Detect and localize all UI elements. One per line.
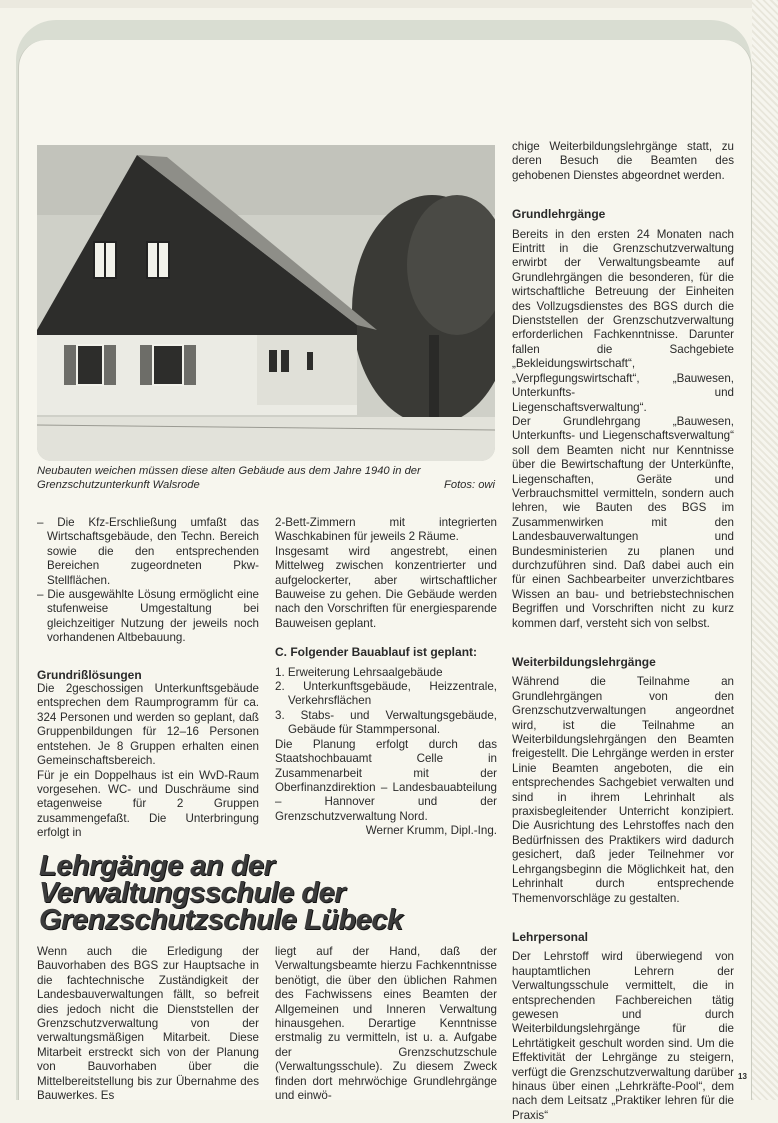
photo-credit: Fotos: owi: [444, 479, 495, 491]
paragraph: Während die Teilnahme an Grundlehrgängen von den Grenzschutzverwaltungen angeordnet wird, ist die Teilnahme an Weiterbildungslehrgängen den Beamten freigestellt. Die Lehrgänge werden in erster Linie Beamten angeboten, die ein entsprechendes Sachgebiet verwalten und sind in ihrem Lehrinhalt als praxisbegleitender Unterricht konzipiert. Die Ausrichtung des Lehrstoffes nach den Bedürfnissen des Praktikers wird dadurch gesichert, daß jeder Teilnehmer vor Lehrgangsbeginn die Möglichkeit hat, den Lehrinhalt durch entsprechende Themenvorschläge zu gestalten.: [512, 675, 734, 905]
paragraph: Insgesamt wird angestrebt, einen Mittelweg zwischen konzentrierter und aufgelockerter, aber wirtschaftlicher Bauweise zu gehen. Die Gebäude werden nach den Vorschriften für energiesparende Bauweisen geplant.: [275, 544, 497, 630]
paragraph: Bereits in den ersten 24 Monaten nach Eintritt in die Grenzschutzverwaltung erwirbt der Verwaltungsbeamte auf Grundlehrgängen die besonderen, für die wirtschaftliche Betreuung der Einheiten des Vollzugsdienstes des BGS durch die Dienststellen der Grenzschutzverwaltung erforderlichen Fachkenntnisse. Darunter fallen die Sachgebiete „Bekleidungswirtschaft“, „Verpflegungswirtschaft“, „Bauwesen, Unterkunfts- und Liegenschaftsverwaltung“.: [512, 227, 734, 414]
section-heading: C. Folgender Bauablauf ist geplant:: [275, 645, 478, 660]
paragraph: 2-Bett-Zimmern mit integrierten Waschkabinen für jeweils 2 Räume.: [275, 516, 497, 544]
paragraph: liegt auf der Hand, daß der Verwaltungsbeamte hierzu Fachkenntnisse benötigt, die über den üblichen Rahmen des Fachwissens eines Beamten der Allgemeinen und Inneren Verwaltung hinausgehen. Derartige Kenntnisse erstmalig zu vermitteln, ist u. a. Aufgabe der Grenzschutzschule (Verwaltungsschule). Zu diesem Zweck finden dort mehrwöchige Grundlehrgänge und einwö-: [275, 945, 497, 1103]
article-title: Lehrgänge an der Verwaltungsschule der Grenzschutzschule Lübeck: [39, 850, 403, 936]
article-left-column: [37, 945, 259, 1103]
paragraph: Die 2geschossigen Unterkunftsgebäude entsprechen dem Raumprogramm für ca. 324 Personen und werden so geplant, daß Gruppenbildungen für 12–16 Personen entstehen. Je 8 Gruppen erhalten einen Gemeinschaftsbereich.: [37, 682, 259, 768]
building-photo: [37, 145, 495, 461]
step-item: 2. Unterkunftsgebäude, Heizzentrale, Verkehrsflächen: [275, 680, 497, 708]
paragraph: Für je ein Doppelhaus ist ein WvD-Raum vorgesehen. WC- und Duschräume sind etagenweise für 2 Gruppen zusammengefaßt. Die Unterbringung erfolgt in: [37, 768, 259, 840]
paragraph: Der Lehrstoff wird überwiegend von hauptamtlichen Lehrern der Verwaltungsschule vermittelt, die in entsprechenden Fachbereichen tätig gewesen und durch Weiterbildungslehrgänge für die Lehrtätigkeit geschult worden sind. Um die Effektivität der Lehrgänge zu steigern, verfügt die Grenzschutzverwaltung darüber hinaus über einen „Lehrkräfte-Pool“, dem nach dem Leitsatz „Praktiker lehren für die Praxis“: [512, 950, 734, 1122]
section-heading: Grundrißlösungen: [37, 667, 142, 682]
step-list: [275, 666, 497, 738]
bullet-list: [37, 516, 259, 646]
page-number: 13: [738, 1072, 747, 1081]
paragraph: chige Weiterbildungslehrgänge statt, zu deren Besuch die Beamten des gehobenen Dienstes abgeordnet werden.: [512, 140, 734, 182]
page-top-edge: [0, 0, 778, 8]
section-heading-grundlehrgaenge: Grundlehrgänge: [512, 207, 606, 222]
article-middle-column: [275, 945, 497, 1103]
paragraph: Die Planung erfolgt durch das Staatshochbauamt Celle in Zusammenarbeit mit der Oberfinanzdirektion – Landesbauabteilung – Hannover und der Grenzschutzverwaltung Nord.: [275, 737, 497, 823]
section-heading-weiterbildung: Weiterbildungslehrgänge: [512, 655, 656, 669]
building-photo-image: [37, 145, 495, 461]
page-right-edge: [752, 0, 778, 1100]
right-column: [512, 140, 734, 1123]
paragraph: Wenn auch die Erledigung der Bauvorhaben des BGS zur Hauptsache in die fachtechnische Zuständigkeit der Landesbauverwaltungen fällt, so befreit dies jedoch nicht die Dienststellen der Grenzschutzverwaltung von der verwaltungsmäßigen Mitarbeit. Diese Mitarbeit erstreckt sich von der Planung von Bauvorhaben über die Mittelbereitstellung bis zur Übernahme des Bauwerkes. Es: [37, 945, 259, 1103]
step-item: 3. Stabs- und Verwaltungsgebäude, Gebäude für Stammpersonal.: [275, 708, 497, 737]
bullet-item: – Die ausgewählte Lösung ermöglicht eine stufenweise Umgestaltung bei gleichzeitiger Nutzung der jeweils noch vorhandenen Altbebauung.: [37, 588, 259, 645]
middle-column: [275, 516, 497, 839]
left-column: [37, 516, 259, 841]
step-item: 1. Erweiterung Lehrsaalgebäude: [275, 665, 443, 679]
caption-text: Neubauten weichen müssen diese alten Gebäude aus dem Jahre 1940 in der Grenzschutzunterkunft Walsrode: [37, 465, 421, 491]
section-heading-lehrpersonal: Lehrpersonal: [512, 929, 589, 944]
photo-caption: [37, 464, 495, 492]
author-signature: Werner Krumm, Dipl.-Ing.: [365, 824, 497, 838]
bullet-item: – Die Kfz-Erschließung umfaßt das Wirtschaftsgebäude, den Techn. Bereich sowie die den entsprechenden Bereichen zugeordneten Pkw-Stellflächen.: [37, 516, 259, 587]
paragraph: Der Grundlehrgang „Bauwesen, Unterkunfts- und Liegenschaftsverwaltung“ soll dem Beamten nicht nur Kenntnisse über die Bewirtschaftung der Unterkünfte, Liegenschaften, Geräte und Verbrauchsmittel vermitteln, sondern auch lehren, wie Bauten des BGS im Zusammenwirken mit den Landesbauverwaltungen und Bundesministerien zu planen und durchzuführen sind. Daß dabei auch ein für einen Sachbearbeiter unverzichtbares Wissen an bau- und betriebstechnischen Begriffen und Vorschriften nicht zu kurz kommen darf, versteht sich von selbst.: [512, 414, 734, 630]
